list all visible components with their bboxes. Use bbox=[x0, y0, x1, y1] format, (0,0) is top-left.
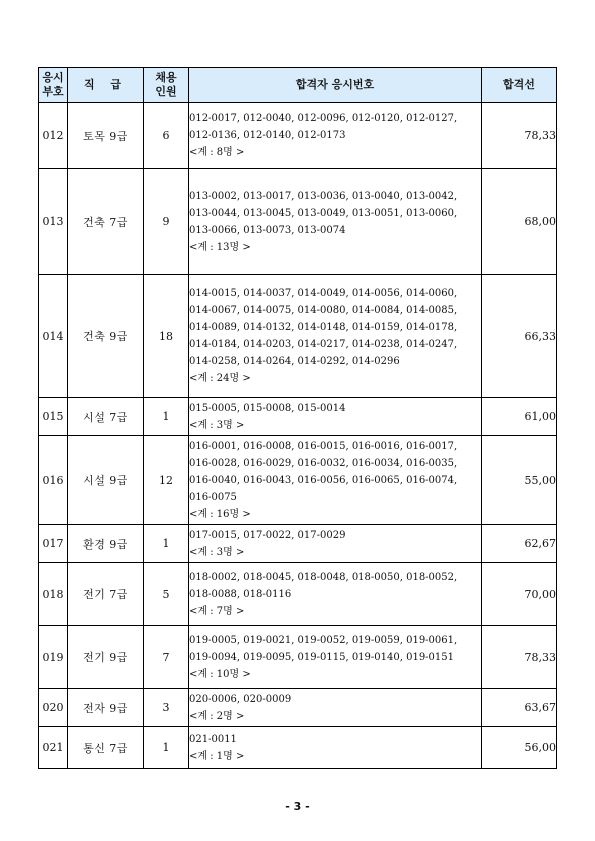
exam-code-cell: 018 bbox=[39, 563, 68, 626]
applicant-numbers-cell bbox=[189, 398, 482, 436]
cutoff-score-cell: 61,00 bbox=[482, 398, 557, 436]
table-row bbox=[39, 275, 557, 398]
exam-code-cell: 021 bbox=[39, 727, 68, 769]
exam-code-cell: 012 bbox=[39, 103, 68, 169]
hire-count-cell: 9 bbox=[144, 169, 189, 275]
applicant-number-line: 014-0067, 014-0075, 014-0080, 014-0084, 014-0085, bbox=[189, 305, 458, 316]
exam-code-cell: 015 bbox=[39, 398, 68, 436]
cutoff-score-cell: 68,00 bbox=[482, 169, 557, 275]
header-count: 채용 인원 bbox=[144, 68, 189, 103]
hire-count-cell: 6 bbox=[144, 103, 189, 169]
applicant-number-line: 016-0075 bbox=[189, 491, 237, 503]
total-count-label: <계 : 8명 > bbox=[189, 147, 245, 158]
grade-cell: 전기 7급 bbox=[68, 563, 144, 626]
total-count-label: <계 : 1명 > bbox=[189, 750, 245, 762]
grade-cell: 토목 9급 bbox=[68, 103, 144, 169]
hire-count-cell: 5 bbox=[144, 563, 189, 626]
exam-code-cell: 017 bbox=[39, 525, 68, 563]
hire-count-cell: 3 bbox=[144, 689, 189, 727]
applicant-number-line: 018-0088, 018-0116 bbox=[189, 588, 292, 600]
hire-count-cell: 1 bbox=[144, 727, 189, 769]
grade-cell: 통신 7급 bbox=[68, 727, 144, 769]
header-grade: 직 급 bbox=[68, 68, 144, 103]
total-count-label: <계 : 10명 > bbox=[189, 668, 251, 680]
exam-code-cell: 014 bbox=[39, 275, 68, 398]
applicant-numbers-cell bbox=[189, 626, 482, 689]
cutoff-score-cell: 70,00 bbox=[482, 563, 557, 626]
applicant-number-line: 013-0066, 013-0073, 013-0074 bbox=[189, 224, 346, 236]
table-row bbox=[39, 525, 557, 563]
applicant-numbers-cell bbox=[189, 525, 482, 563]
table-row bbox=[39, 563, 557, 626]
grade-cell: 환경 9급 bbox=[68, 525, 144, 563]
applicant-number-line: 014-0258, 014-0264, 014-0292, 014-0296 bbox=[189, 356, 400, 367]
total-count-label: <계 : 3명 > bbox=[189, 546, 245, 558]
total-count-label: <계 : 24명 > bbox=[189, 373, 251, 384]
total-count-label: <계 : 13명 > bbox=[189, 241, 251, 253]
applicant-number-line: 014-0089, 014-0132, 014-0148, 014-0159, 014-0178, bbox=[189, 322, 458, 333]
hire-count-cell: 7 bbox=[144, 626, 189, 689]
cutoff-score-cell: 63,67 bbox=[482, 689, 557, 727]
cutoff-score-cell: 55,00 bbox=[482, 436, 557, 525]
grade-cell: 전자 9급 bbox=[68, 689, 144, 727]
results-table bbox=[38, 67, 557, 769]
applicant-number-line: 021-0011 bbox=[189, 733, 237, 745]
total-count-label: <계 : 2명 > bbox=[189, 710, 245, 722]
applicant-number-line: 017-0015, 017-0022, 017-0029 bbox=[189, 529, 346, 541]
applicant-number-line: 015-0005, 015-0008, 015-0014 bbox=[189, 402, 346, 414]
table-row bbox=[39, 398, 557, 436]
applicant-number-line: 016-0028, 016-0029, 016-0032, 016-0034, 016-0035, bbox=[189, 457, 458, 469]
grade-cell: 건축 7급 bbox=[68, 169, 144, 275]
exam-code-cell: 019 bbox=[39, 626, 68, 689]
applicant-numbers-cell bbox=[189, 436, 482, 525]
applicant-number-line: 019-0005, 019-0021, 019-0052, 019-0059, 019-0061, bbox=[189, 634, 458, 646]
hire-count-cell: 1 bbox=[144, 398, 189, 436]
table-row bbox=[39, 103, 557, 169]
applicant-number-line: 014-0015, 014-0037, 014-0049, 014-0056, 014-0060, bbox=[189, 288, 458, 299]
applicant-number-line: 016-0040, 016-0043, 016-0056, 016-0065, 016-0074, bbox=[189, 474, 458, 486]
header-cutoff: 합격선 bbox=[482, 68, 557, 103]
applicant-numbers-cell bbox=[189, 103, 482, 169]
header-row bbox=[39, 68, 557, 103]
applicant-numbers-cell bbox=[189, 727, 482, 769]
table-row bbox=[39, 727, 557, 769]
exam-code-cell: 016 bbox=[39, 436, 68, 525]
total-count-label: <계 : 7명 > bbox=[189, 605, 245, 617]
applicant-number-line: 016-0001, 016-0008, 016-0015, 016-0016, 016-0017, bbox=[189, 440, 458, 452]
table-row bbox=[39, 169, 557, 275]
grade-cell: 시설 7급 bbox=[68, 398, 144, 436]
grade-cell: 건축 9급 bbox=[68, 275, 144, 398]
header-code: 응시 부호 bbox=[39, 68, 68, 103]
applicant-number-line: 013-0002, 013-0017, 013-0036, 013-0040, 013-0042, bbox=[189, 190, 458, 202]
grade-cell: 시설 9급 bbox=[68, 436, 144, 525]
header-numbers: 합격자 응시번호 bbox=[189, 68, 482, 103]
applicant-numbers-cell bbox=[189, 169, 482, 275]
cutoff-score-cell: 78,33 bbox=[482, 103, 557, 169]
applicant-number-line: 019-0094, 019-0095, 019-0115, 019-0140, 019-0151 bbox=[189, 651, 455, 663]
cutoff-score-cell: 62,67 bbox=[482, 525, 557, 563]
exam-code-cell: 013 bbox=[39, 169, 68, 275]
applicant-numbers-cell bbox=[189, 275, 482, 398]
hire-count-cell: 18 bbox=[144, 275, 189, 398]
table-row bbox=[39, 626, 557, 689]
applicant-number-line: 020-0006, 020-0009 bbox=[189, 693, 292, 705]
total-count-label: <계 : 3명 > bbox=[189, 419, 245, 431]
cutoff-score-cell: 66,33 bbox=[482, 275, 557, 398]
cutoff-score-cell: 78,33 bbox=[482, 626, 557, 689]
applicant-number-line: 012-0017, 012-0040, 012-0096, 012-0120, 012-0127, bbox=[189, 113, 458, 124]
applicant-number-line: 012-0136, 012-0140, 012-0173 bbox=[189, 130, 346, 141]
grade-cell: 전기 9급 bbox=[68, 626, 144, 689]
applicant-numbers-cell bbox=[189, 563, 482, 626]
applicant-number-line: 013-0044, 013-0045, 013-0049, 013-0051, 013-0060, bbox=[189, 207, 458, 219]
applicant-number-line: 018-0002, 018-0045, 018-0048, 018-0050, 018-0052, bbox=[189, 571, 458, 583]
hire-count-cell: 12 bbox=[144, 436, 189, 525]
hire-count-cell: 1 bbox=[144, 525, 189, 563]
table-row bbox=[39, 436, 557, 525]
total-count-label: <계 : 16명 > bbox=[189, 508, 251, 520]
applicant-number-line: 014-0184, 014-0203, 014-0217, 014-0238, 014-0247, bbox=[189, 339, 458, 350]
page-number: - 3 - bbox=[285, 800, 310, 813]
exam-code-cell: 020 bbox=[39, 689, 68, 727]
table-row bbox=[39, 689, 557, 727]
cutoff-score-cell: 56,00 bbox=[482, 727, 557, 769]
applicant-numbers-cell bbox=[189, 689, 482, 727]
